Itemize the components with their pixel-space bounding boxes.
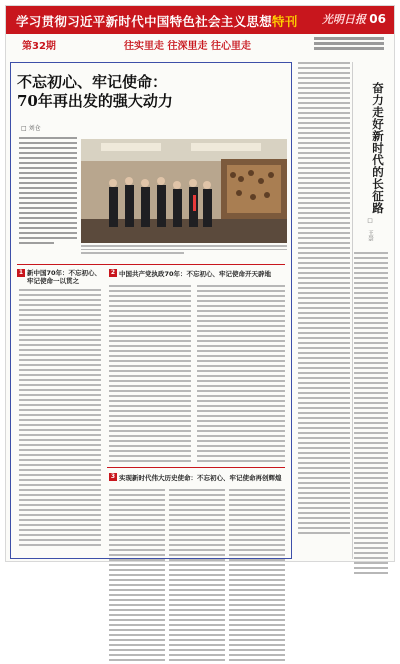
section-2-text-b (197, 285, 285, 465)
section-rule (17, 264, 285, 265)
page-header-title (16, 12, 298, 30)
section-3-number: 3 (110, 473, 116, 480)
section-2-number: 2 (110, 269, 116, 276)
exhibition-photo-illustration (81, 139, 287, 243)
header-band (6, 6, 394, 34)
sidebar-byline: □ 王崇 (367, 218, 373, 241)
article-byline: □ 刘仓 (21, 125, 41, 132)
section-3-text-c (229, 489, 285, 664)
article-title-line1: 不忘初心、牢记使命： (17, 73, 168, 91)
issue-slogan: 往实里走 往深里走 往心里走 (124, 41, 251, 52)
sidebar-text-b (354, 252, 388, 577)
editor-meta (314, 37, 384, 52)
intro-text (19, 137, 77, 247)
sidebar-title: 奋力走好新时代的长征路 (371, 82, 385, 214)
newspaper-page (5, 5, 395, 562)
news-photo (81, 139, 287, 243)
section-3-text-a (109, 489, 165, 664)
section-2-heading: 中国共产党执政70年：不忘初心、牢记使命开天辟地 (119, 270, 272, 278)
sidebar-divider (352, 62, 353, 559)
article-title (17, 73, 173, 111)
masthead-logo: 光明日报 (322, 13, 366, 26)
issue-number: 第32期 (22, 41, 56, 52)
sidebar-article[interactable] (298, 62, 390, 559)
section-1-number: 1 (18, 269, 24, 276)
section-1-text (19, 289, 101, 549)
header-title-special: 特刊 (272, 14, 298, 29)
section-3-text-b (169, 489, 225, 664)
article-title-line2: 70年再出发的强大动力 (17, 92, 173, 110)
section-2-text-a (109, 285, 191, 465)
section-3-rule (107, 467, 285, 468)
header-title-main: 学习贯彻习近平新时代中国特色社会主义思想 (16, 14, 273, 29)
page-number: 06 (369, 12, 386, 26)
main-article[interactable] (10, 62, 292, 559)
sidebar-text-a (298, 62, 350, 537)
section-3-heading: 实现新时代伟大历史使命：不忘初心、牢记使命再创辉煌 (119, 474, 282, 482)
section-1-heading: 新中国70年：不忘初心、牢记使命一以贯之 (27, 269, 102, 285)
photo-caption (81, 245, 287, 256)
